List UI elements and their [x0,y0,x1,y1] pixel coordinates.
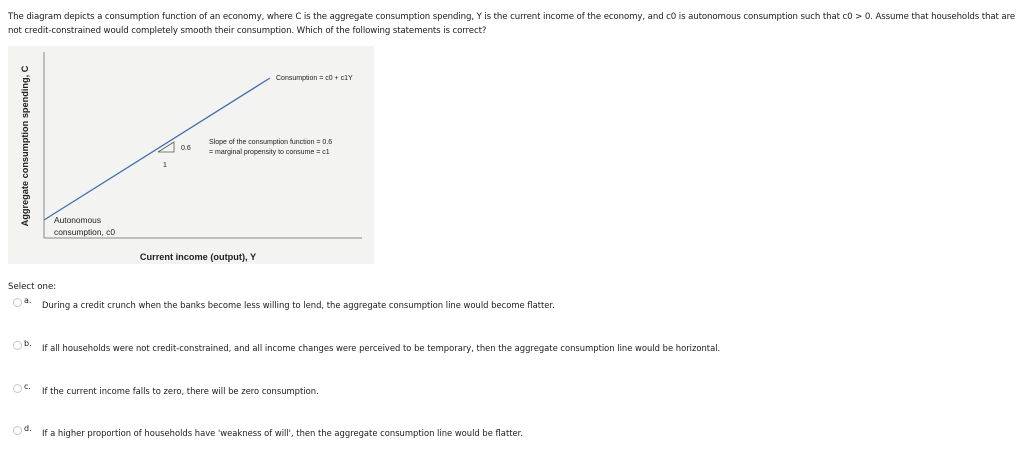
option-b-letter: b. [24,339,32,348]
diagram-svg [8,46,374,264]
option-b-text: If all households were not credit-constrained, and all income changes were perceived to be temporary, then the aggregate consumption line would be horizontal. [42,343,721,353]
run-label: 1 [163,162,167,169]
intercept-label-line-2: consumption, c0 [54,227,115,237]
option-c-text: If the current income falls to zero, there will be zero consumption. [42,386,319,396]
slope-label-line-2: = marginal propensity to consume = c1 [209,149,330,156]
option-a-radio[interactable] [13,298,22,307]
question-text: The diagram depicts a consumption function of an economy, where C is the aggregate consumption spending, Y is the current income of the economy, and c0 is autonomous consumption such that c0 > 0. Assume that households that are not credit-constrained would completely smooth their consumption. Which of the following statements is correct? [8,12,1016,36]
option-c-radio[interactable] [13,384,22,393]
consumption-function-diagram [8,46,374,264]
y-axis-label: Aggregate consumption spending, C [20,65,30,227]
option-a-text: During a credit crunch when the banks become less willing to lend, the aggregate consumption line would become flatter. [42,300,555,310]
slope-label-line-1: Slope of the consumption function = 0.6 [209,139,333,146]
consumption-line-label: Consumption = c0 + c1Y [276,75,353,82]
option-d-letter: d. [24,424,32,433]
option-b-radio[interactable] [13,341,22,350]
rise-label: 0.6 [181,145,191,152]
option-c-letter: c. [24,382,31,391]
intercept-label-line-1: Autonomous [54,215,102,225]
x-axis-label: Current income (output), Y [139,252,257,262]
option-d-text: If a higher proportion of households have 'weakness of will', then the aggregate consumption line would be flatter. [42,428,523,438]
option-d-radio[interactable] [13,426,22,435]
option-a-letter: a. [24,296,32,305]
select-one-label: Select one: [8,282,57,292]
